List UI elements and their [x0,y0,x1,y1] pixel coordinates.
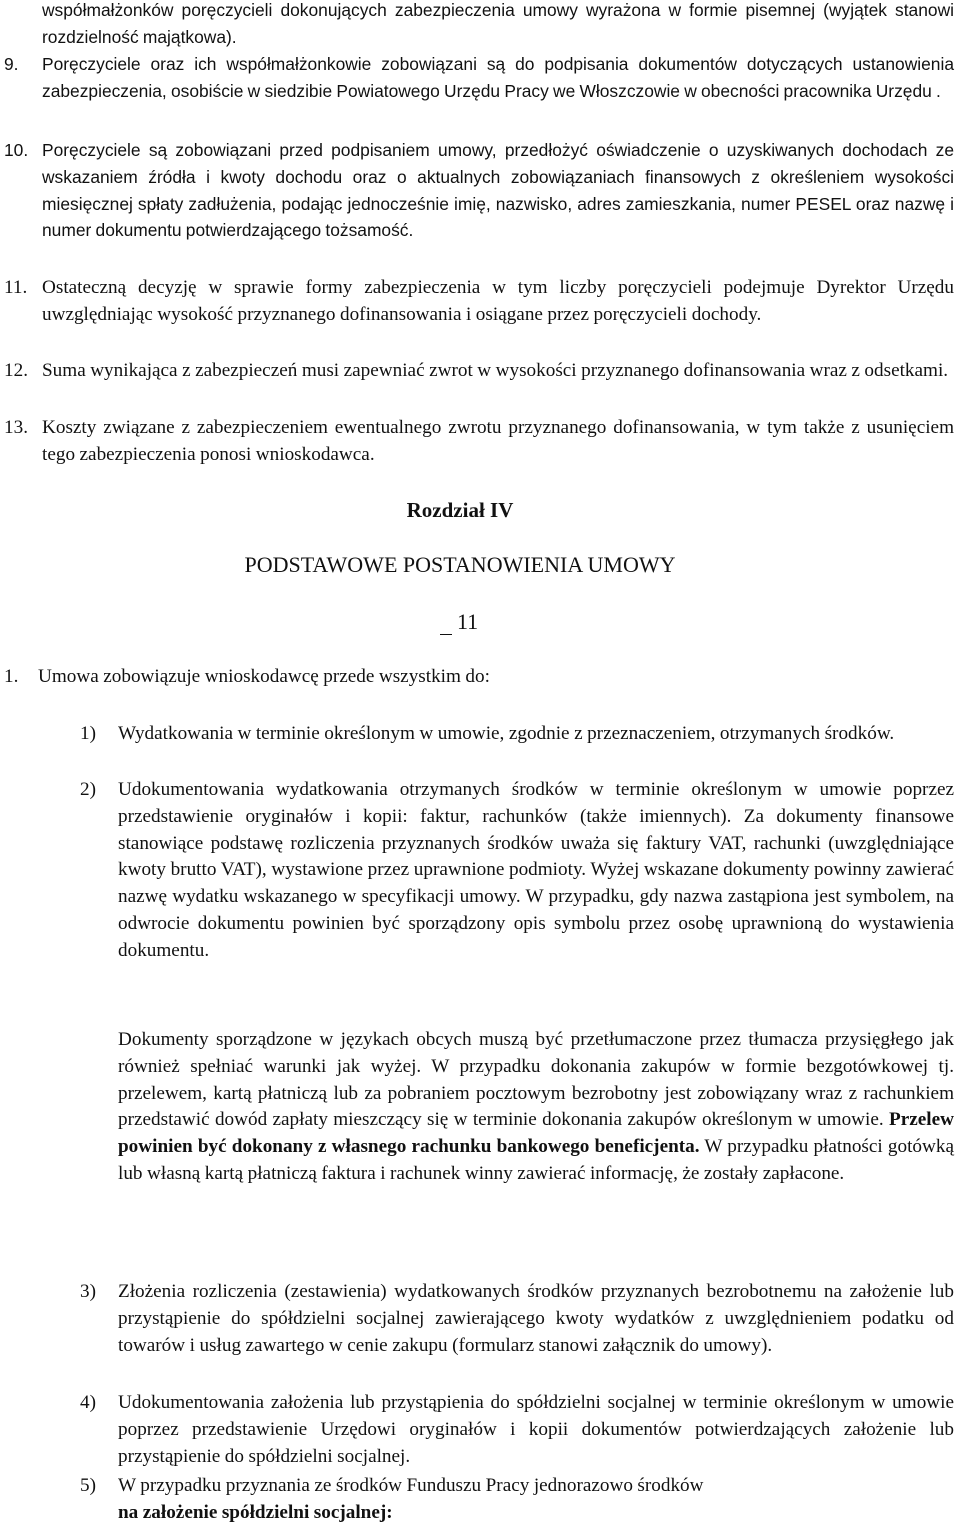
subitem-paragraph: Udokumentowania założenia lub przystąpienia do spółdzielni socjalnej w terminie określonym w umowie poprzez przedstawienie Urzędowi oryginałów i kopii dokumentów potwierdzających założenie lub przystąpienie do spółdzielni socjalnej. [118,1392,954,1467]
subitem-number: 3) [80,1281,96,1302]
paragraph-text: W przypadku przyznania ze środków Funduszu Pracy jednorazowo środków [118,1475,704,1496]
paragraph-bold-text: na założenie spółdzielni socjalnej: [118,1501,393,1523]
paragraph-text: Dokumenty sporządzone w językach obcych muszą być przetłumaczone przez tłumacza przysięgłego jak również spełniać warunki jak wyżej. W przypadku dokonania zakupów w formie bezgotówkowej tj. przelewem, kartą płatniczą lub za pobraniem pocztowym bezrobotny jest zobowiązany wraz z rachunkiem przedstawić dowód zapłaty mieszczący się w terminie dokonania zakupów określonym w umowie. [118,1029,954,1131]
clause-paragraph: Umowa zobowiązuje wnioskodawcę przede wszystkim do: [38,666,490,687]
item-number: 13. [4,417,28,438]
item-number: 12. [4,360,28,381]
subitem-paragraph: Udokumentowania wydatkowania otrzymanych środków w terminie określonym w umowie poprzez przedstawienie oryginałów i kopii: faktur, rachunków (także imiennych). Za dokumenty finansowe stanowiące podstawę rozliczenia przyznanych środków uważa się faktury VAT, rachunki (uwzględniające kwoty brutto VAT), wystawione przez uprawnione podmioty. Wyżej wskazane dokumenty powinny zawierać nazwę wydatku wskazanego w specyfikacji umowy. W przypadku, gdy nazwa zastąpiona jest symbolem, na odwrocie dokumentu powinien być sporządzony opis symbolu przez osobę uprawnioną do wystawienia dokumentu. [118,779,954,961]
subitem-continuation-paragraph [118,1027,954,1188]
item-paragraph: Poręczyciele oraz ich współmałżonkowie zobowiązani są do podpisania dokumentów dotyczących ustanowienia zabezpieczenia, osobiście w siedzibie Powiatowego Urzędu Pracy we Włoszczowie w obecności pracownika Urzędu . [42,54,954,101]
subitem-number: 1) [80,723,96,744]
subitem-number: 5) [80,1475,96,1496]
item-number: 11. [4,277,28,298]
section-symbol [440,609,452,635]
item-number: 9. [4,54,19,74]
subitem-paragraph [118,1473,954,1527]
chapter-heading: Rozdział IV [406,498,514,522]
section-number [440,609,478,635]
chapter-title: PODSTAWOWE POSTANOWIENIA UMOWY [244,552,676,577]
item-paragraph: Poręczyciele są zobowiązani przed podpisaniem umowy, przedłożyć oświadczenie o uzyskiwanych dochodach ze wskazaniem źródła i kwoty dochodu oraz o aktualnych zobowiązaniach finansowych z określeniem wysokości miesięcznej spłaty zadłużenia, podając jednocześnie imię, nazwisko, adres zamieszkania, numer PESEL oraz nazwę i numer dokumentu potwierdzającego tożsamość. [42,140,954,241]
item-paragraph: Suma wynikająca z zabezpieczeń musi zapewniać zwrot w wysokości przyznanego dofinansowania wraz z odsetkami. [42,360,949,381]
paragraph-text: W przypadku płatności gotówką lub własną kartą płatniczą faktura i rachunek winny zawierać informację, że zostały zapłacone. [118,1136,954,1184]
item-number: 10. [4,140,29,160]
continuation-paragraph: współmałżonków poręczycieli dokonujących zabezpieczenia umowy wyrażona w formie pisemnej (wyjątek stanowi rozdzielność majątkowa). [42,0,954,47]
subitem-paragraph: Wydatkowania w terminie określonym w umowie, zgodnie z przeznaczeniem, otrzymanych środków. [118,723,895,744]
item-paragraph: Ostateczną decyzję w sprawie formy zabezpieczenia w tym liczby poręczycieli podejmuje Dyrektor Urzędu uwzględniając wysokość przyznanego dofinansowania i osiągane przez poręczycieli dochody. [42,277,954,325]
paragraph-bold-text: Przelew powinien być dokonany z własnego rachunku bankowego beneficjenta. [118,1109,955,1158]
subitem-paragraph: Złożenia rozliczenia (zestawienia) wydatkowanych środków przyznanych bezrobotnemu na założenie lub przystąpienie do spółdzielni socjalnej zawierającego kwoty wydatków z uwzględnieniem podatku od towarów i usług zawartego w cenie zakupu (formularz stanowi załącznik do umowy). [118,1281,954,1356]
item-paragraph: Koszty związane z zabezpieczeniem ewentualnego zwrotu przyznanego dofinansowania, w tym także z usunięciem tego zabezpieczenia ponosi wnioskodawca. [42,417,954,465]
section-number-value: 11 [457,609,479,634]
clause-number: 1. [4,666,19,687]
subitem-number: 2) [80,779,96,800]
subitem-number: 4) [80,1392,96,1413]
